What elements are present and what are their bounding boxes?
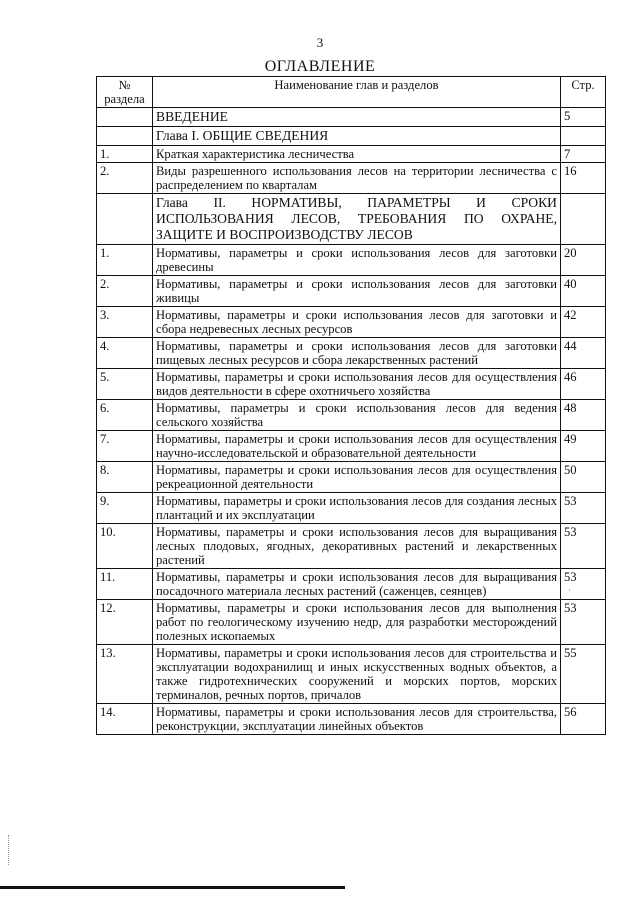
- toc-section-title: Нормативы, параметры и сроки использования лесов для осуществления научно-исследовательской и образовательной деятельности: [153, 431, 561, 462]
- toc-row: [97, 146, 606, 163]
- toc-page-number: 48: [561, 400, 606, 431]
- toc-row: [97, 569, 606, 600]
- toc-page-number: 44: [561, 338, 606, 369]
- toc-section-number: 7.: [97, 431, 153, 462]
- toc-body: [97, 108, 606, 735]
- header-section-number: № раздела: [97, 77, 153, 108]
- toc-section-title: Нормативы, параметры и сроки использования лесов для строительства, реконструкции, эксплуатации линейных объектов: [153, 704, 561, 735]
- toc-section-number: [97, 127, 153, 146]
- toc-section-number: 5.: [97, 369, 153, 400]
- toc-page-number: 53: [561, 569, 606, 600]
- scan-mark: ·: [568, 585, 571, 595]
- header-page: Стр.: [561, 77, 606, 108]
- toc-section-number: 2.: [97, 163, 153, 194]
- toc-section-number: 13.: [97, 645, 153, 704]
- toc-section-title: Нормативы, параметры и сроки использования лесов для заготовки пищевых лесных ресурсов и сбора лекарственных растений: [153, 338, 561, 369]
- toc-row: [97, 307, 606, 338]
- toc-chapter-row: [97, 127, 606, 146]
- toc-section-number: 9.: [97, 493, 153, 524]
- table-of-contents: [96, 76, 606, 735]
- toc-page-number: 7: [561, 146, 606, 163]
- toc-section-number: 12.: [97, 600, 153, 645]
- bottom-rule: [0, 886, 345, 889]
- toc-row: [97, 600, 606, 645]
- toc-chapter-row: [97, 108, 606, 127]
- toc-section-number: 6.: [97, 400, 153, 431]
- toc-section-title: Нормативы, параметры и сроки использования лесов для выращивания посадочного материала лесных растений (саженцев, сеянцев): [153, 569, 561, 600]
- document-title: ОГЛАВЛЕНИЕ: [264, 58, 376, 75]
- toc-row: [97, 704, 606, 735]
- toc-row: [97, 245, 606, 276]
- toc-row: [97, 524, 606, 569]
- toc-chapter-row: [97, 194, 606, 245]
- toc-chapter-title: Глава II. НОРМАТИВЫ, ПАРАМЕТРЫ И СРОКИ ИСПОЛЬЗОВАНИЯ ЛЕСОВ, ТРЕБОВАНИЯ ПО ОХРАНЕ, ЗАЩИТЕ И ВОСПРОИЗВОДСТВУ ЛЕСОВ: [153, 194, 561, 245]
- header-section-name: Наименование глав и разделов: [153, 77, 561, 108]
- page-number: 3: [316, 35, 324, 50]
- toc-page-number: 40: [561, 276, 606, 307]
- toc-section-title: Нормативы, параметры и сроки использования лесов для заготовки и сбора недревесных лесных ресурсов: [153, 307, 561, 338]
- toc-section-number: [97, 108, 153, 127]
- toc-row: [97, 338, 606, 369]
- toc-section-number: [97, 194, 153, 245]
- toc-section-number: 1.: [97, 245, 153, 276]
- toc-row: [97, 645, 606, 704]
- table-header-row: [97, 77, 606, 108]
- toc-section-number: 8.: [97, 462, 153, 493]
- toc-page-number: 53: [561, 524, 606, 569]
- toc-section-title: Нормативы, параметры и сроки использования лесов для выращивания лесных плодовых, ягодных, декоративных растений и лекарственных растений: [153, 524, 561, 569]
- toc-row: [97, 431, 606, 462]
- toc-row: [97, 462, 606, 493]
- toc-page-number: 55: [561, 645, 606, 704]
- toc-row: [97, 369, 606, 400]
- toc-row: [97, 276, 606, 307]
- toc-section-number: 14.: [97, 704, 153, 735]
- margin-scan-dots: [8, 835, 13, 865]
- toc-page-number: 5: [561, 108, 606, 127]
- toc-section-number: 3.: [97, 307, 153, 338]
- toc-page-number: 53: [561, 493, 606, 524]
- toc-page-number: [561, 194, 606, 245]
- toc-row: [97, 163, 606, 194]
- toc-section-title: Нормативы, параметры и сроки использования лесов для осуществления видов деятельности в сфере охотничьего хозяйства: [153, 369, 561, 400]
- toc-section-title: Нормативы, параметры и сроки использования лесов для выполнения работ по геологическому изучению недр, для разработки месторождений полезных ископаемых: [153, 600, 561, 645]
- toc-section-number: 10.: [97, 524, 153, 569]
- toc-row: [97, 400, 606, 431]
- toc-section-number: 1.: [97, 146, 153, 163]
- toc-section-number: 11.: [97, 569, 153, 600]
- toc-section-title: Нормативы, параметры и сроки использования лесов для создания лесных плантаций и их эксплуатации: [153, 493, 561, 524]
- toc-section-number: 2.: [97, 276, 153, 307]
- toc-section-title: Нормативы, параметры и сроки использования лесов для ведения сельского хозяйства: [153, 400, 561, 431]
- toc-page-number: 56: [561, 704, 606, 735]
- toc-section-title: Краткая характеристика лесничества: [153, 146, 561, 163]
- toc-section-title: Виды разрешенного использования лесов на территории лесничества с распределением по кварталам: [153, 163, 561, 194]
- toc-page-number: [561, 127, 606, 146]
- toc-page-number: 46: [561, 369, 606, 400]
- toc-chapter-title: ВВЕДЕНИЕ: [153, 108, 561, 127]
- toc-section-title: Нормативы, параметры и сроки использования лесов для осуществления рекреационной деятельности: [153, 462, 561, 493]
- toc-section-title: Нормативы, параметры и сроки использования лесов для строительства и эксплуатации водохранилищ и иных искусственных водных объектов, а также гидротехнических сооружений и морских портов, морских терминалов, речных портов, причалов: [153, 645, 561, 704]
- toc-page-number: 42: [561, 307, 606, 338]
- toc-section-title: Нормативы, параметры и сроки использования лесов для заготовки живицы: [153, 276, 561, 307]
- toc-page-number: 20: [561, 245, 606, 276]
- toc-page-number: 16: [561, 163, 606, 194]
- toc-row: [97, 493, 606, 524]
- toc-page-number: 53: [561, 600, 606, 645]
- toc-section-title: Нормативы, параметры и сроки использования лесов для заготовки древесины: [153, 245, 561, 276]
- toc-section-number: 4.: [97, 338, 153, 369]
- toc-chapter-title: Глава I. ОБЩИЕ СВЕДЕНИЯ: [153, 127, 561, 146]
- toc-page-number: 49: [561, 431, 606, 462]
- toc-page-number: 50: [561, 462, 606, 493]
